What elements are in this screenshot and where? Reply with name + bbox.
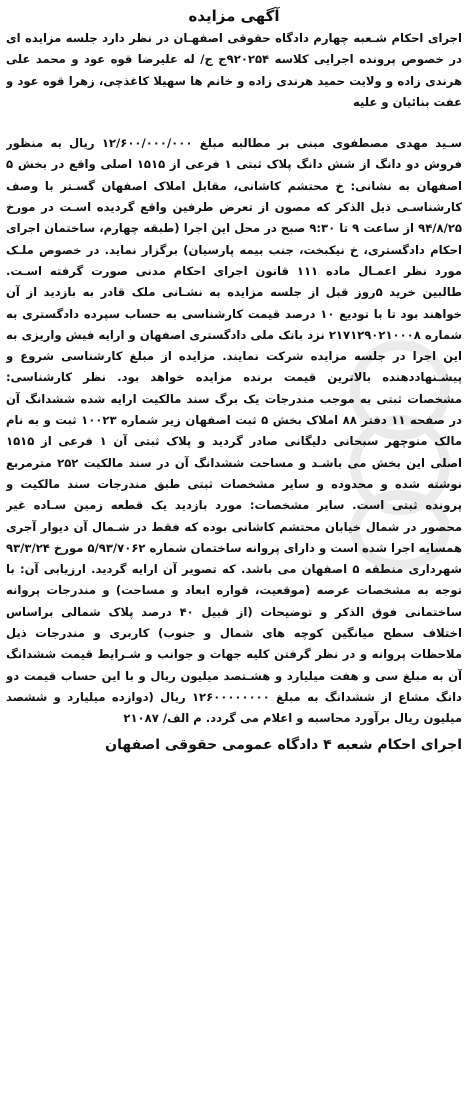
paragraph-gap	[6, 113, 462, 133]
notice-intro-paragraph: اجرای احکام شـعبه چهارم دادگاه حقوقی اصفهـان در نظر دارد جلسه مزایده ای در خصوص پرونده اجرایی کلاسه ۹۲۰۲۵۴ج ج/ له علیرضا قوه عود و محمد علی هرندی زاده و ولایت حمید هرندی زاده و خانم ها سهیلا کاغذچی، زهرا قوه عود و عفت بنائیان و علیه	[6, 31, 462, 109]
notice-title: آگهی مزایده	[188, 7, 280, 25]
notice-issuer: اجرای احکام شعبه ۴ دادگاه عمومی حقوقی اصفهان	[105, 736, 462, 753]
notice-body-paragraph: سـید مهدی مصطفوی مبنی بر مطالبه مبلغ ۱۲/۶۰۰/۰۰۰/۰۰۰ ریال به منظور فروش دو دانگ از شش دانگ پلاک ثبتی ۱ فرعی از ۱۵۱۵ اصلی واقع در بخش ۵ اصفهان به نشانی: خ محتشم کاشانی، مقابل املاک اصفهان گسـتر با وصف کارشناسـی ذیل الذکر که مصون از تعرض طرفین واقع گردیده اسـت در مورخ ۹۴/۸/۲۵ از ساعت ۹ تا ۹:۳۰ صبح در محل این اجرا (طبقه چهارم، ساختمان اجرای احکام دادگستری، خ نیکبخت، جنب بیمه پارسیان) برگزار نماید. در خصوص ملـک مورد نظر اعمـال ماده ۱۱۱ قانون اجرای احکام مدنی صورت گرفته اسـت. طالبین خرید ۵روز قبل از جلسه مزایده به نشـانی ملک قادر به بازدید از آن خواهند بود تا با تودیع ۱۰ درصد قیمت کارشناسی به حساب سپرده دادگستری به شماره ۲۱۷۱۲۹۰۲۱۰۰۰۸ نزد بانک ملی دادگستری اصفهان و ارایه فیش واریزی به این اجرا در جلسه مزایده شرکت نمایند. مزایده از مبلغ کارشناسی شروع و پیشـنهاددهنده بالاترین قیمت برنده مزایده خواهد بود. نظر کارشناسی: مشخصات ثبتی به موجب مندرجات یک برگ سند مالکیت ارایه شده ششدانگ آن در صفحه ۱۱ دفتر ۸۸ املاک بخش ۵ ثبت اصفهان زیر شماره ۱۰۰۲۳ ثبت و به نام مالک منوچهر سبحانی دلیگانی صادر گردید و پلاک ثبتی آن ۱ فرعی از ۱۵۱۵ اصلی این بخش می باشـد و مساحت ششدانگ آن در سند مالکیت ۲۵۲ مترمربع نوشته شده و محدوده و سایر مشخصات ثبتی طبق مندرجات سند مالکیت و پرونده ثبتی است. سایر مشخصات: مورد بازدید یک قطعه زمین سـاده غیر محصور در شمال خیابان محتشم کاشانی بوده که فقط در شـمال آن دیوار آجری همسایه اجرا شده است و دارای پروانه ساختمان شماره ۵/۹۳/۷۰۶۲ مورخ ۹۳/۳/۲۴ شهرداری منطقه ۵ اصفهان می باشد. که تصویر آن ارایه گردید. ارزیابی آن: با توجه به مشخصات عرصه (موقعیت، قواره ابعاد و مساحت) و مندرجات پروانه ساختمانی فوق الذکر و توضیحات (از قبیل ۴۰ درصد پلاک شمالی براساس اختلاف سطح میانگین کوچه های شمال و جنوب) کاربری و مندرجات ذیل ملاحظات پروانه و در نظر گرفتن کلیه جهات و جوانب و شـرایط قیمت ششدانگ آن به مبلغ سی و هفت میلیارد و هشـتصد میلیون ریال و با این حساب قیمت دو دانگ مشاع از ششدانگ به مبلغ ۱۲۶۰۰۰۰۰۰۰۰ ریال (دوازده میلیارد و ششصد میلیون ریال برآورد محاسبه و اعلام می گردد. م الف/ ۲۱۰۸۷	[6, 136, 462, 726]
auction-notice	[6, 6, 462, 1103]
